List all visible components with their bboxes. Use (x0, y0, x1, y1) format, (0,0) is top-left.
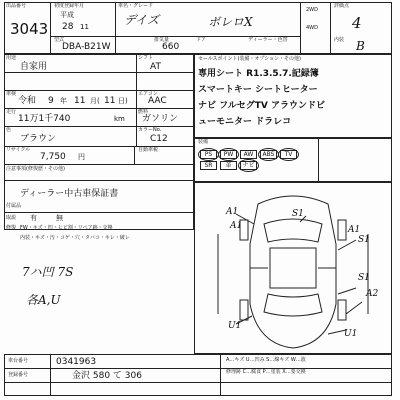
selling-point-1: 専用シート R1.3.5.7.記録簿 (198, 69, 319, 79)
car-name-label: 車名・グレード (118, 3, 154, 9)
damage-mark-a1-left: A1 (230, 221, 243, 231)
equipment-label: 装備 (198, 139, 209, 145)
mileage-value: 11万1千740 (18, 114, 71, 124)
damage-mark-a1-front-left: A1 (226, 207, 239, 217)
fix-label: 修復 (6, 225, 17, 231)
damage-mark-u1-left: U1 (228, 321, 242, 331)
car-name: デイズ (124, 13, 160, 27)
selling-point-2: スマートキー シートヒーター (198, 85, 318, 95)
damage-mark-a1-right: A1 (348, 225, 361, 235)
ac-value: AAC (148, 96, 167, 106)
auction-sheet: 出品番号 3043 初度登録年月 平成 28 11 車名・グレード デイズ ボレロX 型式 DBA-B21W 排気量 660 ドア ディーラー・色替 2WD 4WD 評価点 4 内装 B 用途 自家用 シフト AT 車検 令和 9 年 11 月( 11 日) エアコン AAC 走行 11万1千740 km 燃料 ガソリン 色 ブラウン カラーNo. C12 リサイクル 7,750 円 自動車税 注意事項(修復歴・その他) ディーラー中古車保証書 付属品 取説 有 無 修復 FW・キズ・凹・ヒビ割・リペア跡・交換 内装・キズ・汚・コゲ・穴・タバコ・キレ・破レ 7ハ凹 7S 各A,U セールスポイント(装備・オプション・その他) 専用シート R1.3.5.7.記録簿 スマートキー シートヒーター ナビ フルセグTV アラウンドビ ューモニター ドラレコ 装備 PS PW AW ABS TV SR 革 ナビ A1 S1 A1 A1 S1 S1 A2 U1 U1 車台番号 0341963 登録番号 金沢 580 て 306 A…キズ U…凹み S…線キズ W…波 修理跡 C…腐食 P…塗装 X…要交換 (0, 0, 400, 400)
mileage-label: 走行 (6, 109, 17, 115)
fix-text-2: 内装・キズ・汚・コゲ・穴・タバコ・キレ・破レ (20, 235, 130, 241)
manual-label: 取説 (6, 215, 17, 221)
cc-label: 排気量 (154, 37, 170, 43)
option-sr: SR (200, 161, 217, 170)
dealer-label: ディーラー・色替 (248, 37, 288, 43)
option-leather: 革 (220, 161, 237, 170)
plate-label: 登録番号 (8, 372, 29, 378)
drive-2wd: 2WD (306, 7, 318, 13)
inspection-year: 9 (48, 96, 54, 106)
cc-value: 660 (162, 42, 180, 52)
warranty-text: ディーラー中古車保証書 (20, 189, 119, 199)
mileage-unit: km (114, 115, 125, 123)
inspection-label: 車検 (6, 91, 17, 97)
use-label: 用途 (6, 55, 17, 61)
tax-value: 7,750 (40, 152, 66, 162)
handwritten-note-1: 7ハ凹 7S (22, 265, 74, 279)
shift-value: AT (150, 62, 161, 72)
legend-text-2: 修理跡 C…腐食 P…塗装 X…要交換 (226, 369, 306, 375)
color-no-label: カラーNo. (138, 127, 162, 133)
recycle-note: 自動車税 (138, 147, 159, 153)
spare-label: 有 (30, 214, 37, 222)
era-short: 平成 (60, 11, 74, 19)
ac-label: エアコン (138, 91, 158, 97)
selling-point-4: ューモニター ドラレコ (198, 117, 292, 127)
vin-value: 0341963 (56, 357, 97, 367)
selling-point-3: ナビ フルセグTV アラウンドビ (198, 101, 326, 111)
model-label: 型式 (54, 37, 65, 43)
option-pw: PW (220, 150, 237, 159)
option-circle-navi (238, 159, 259, 172)
spare-value: 無 (56, 214, 63, 222)
car-grade: ボレロX (208, 15, 253, 29)
damage-mark-u1-right: U1 (344, 329, 358, 339)
vin-label: 車台番号 (8, 358, 29, 364)
option-tv: TV (280, 150, 297, 159)
damage-mark-s1-rear: S1 (358, 273, 370, 283)
plate-value: 金沢 580 て 306 (72, 371, 142, 381)
color-label: 色 (6, 127, 12, 133)
inspection-month: 11 (74, 96, 86, 106)
fuel-label: 燃料 (138, 109, 149, 115)
model-code: DBA-B21W (62, 42, 111, 52)
fuel-value: ガソリン (142, 114, 179, 124)
score-label: 評価点 (334, 3, 350, 9)
damage-mark-s1-front: S1 (292, 209, 304, 219)
fix-text-1: FW・キズ・凹・ヒビ割・リペア跡・交換 (20, 225, 113, 231)
option-circle-tv (278, 148, 299, 161)
lot-label: 出品番号 (6, 3, 27, 9)
use-value: 自家用 (20, 62, 48, 72)
lot-number: 3043 (10, 20, 49, 38)
drive-4wd: 4WD (306, 25, 318, 31)
option-abs: ABS (260, 150, 277, 159)
option-circle-pw (218, 148, 239, 161)
inspection-era: 令和 (18, 96, 37, 106)
inspection-day: 11 (104, 96, 116, 106)
shift-label: シフト (138, 55, 154, 61)
handwritten-note-2: 各A,U (26, 293, 61, 307)
first-reg-month: 11 (80, 23, 89, 31)
notes-label: 注意事項(修復歴・その他) (6, 166, 65, 172)
legend-text: A…キズ U…凹み S…線キズ W…波 (226, 357, 306, 363)
inner-label: 内装 (334, 37, 345, 43)
option-navi: ナビ (240, 161, 257, 170)
color-no-value: C12 (150, 134, 168, 144)
door-label: ドア (196, 37, 206, 43)
first-reg-year: 28 (62, 22, 74, 32)
score-value: 4 (352, 14, 362, 32)
damage-mark-s1-right: S1 (358, 235, 370, 245)
color-value: ブラウン (20, 134, 57, 144)
option-ps: PS (200, 150, 217, 159)
option-circle-ps (198, 148, 219, 161)
inner-score: B (356, 39, 365, 53)
tax-unit: 円 (78, 153, 85, 161)
item-label: 付属品 (6, 203, 22, 209)
option-aw: AW (240, 150, 257, 159)
damage-mark-a2: A2 (366, 289, 379, 299)
selling-points-label: セールスポイント(装備・オプション・その他) (198, 56, 302, 62)
first-reg-label: 初度登録年月 (54, 3, 85, 9)
tax-label: リサイクル (6, 147, 31, 153)
option-circle-abs (258, 148, 279, 161)
